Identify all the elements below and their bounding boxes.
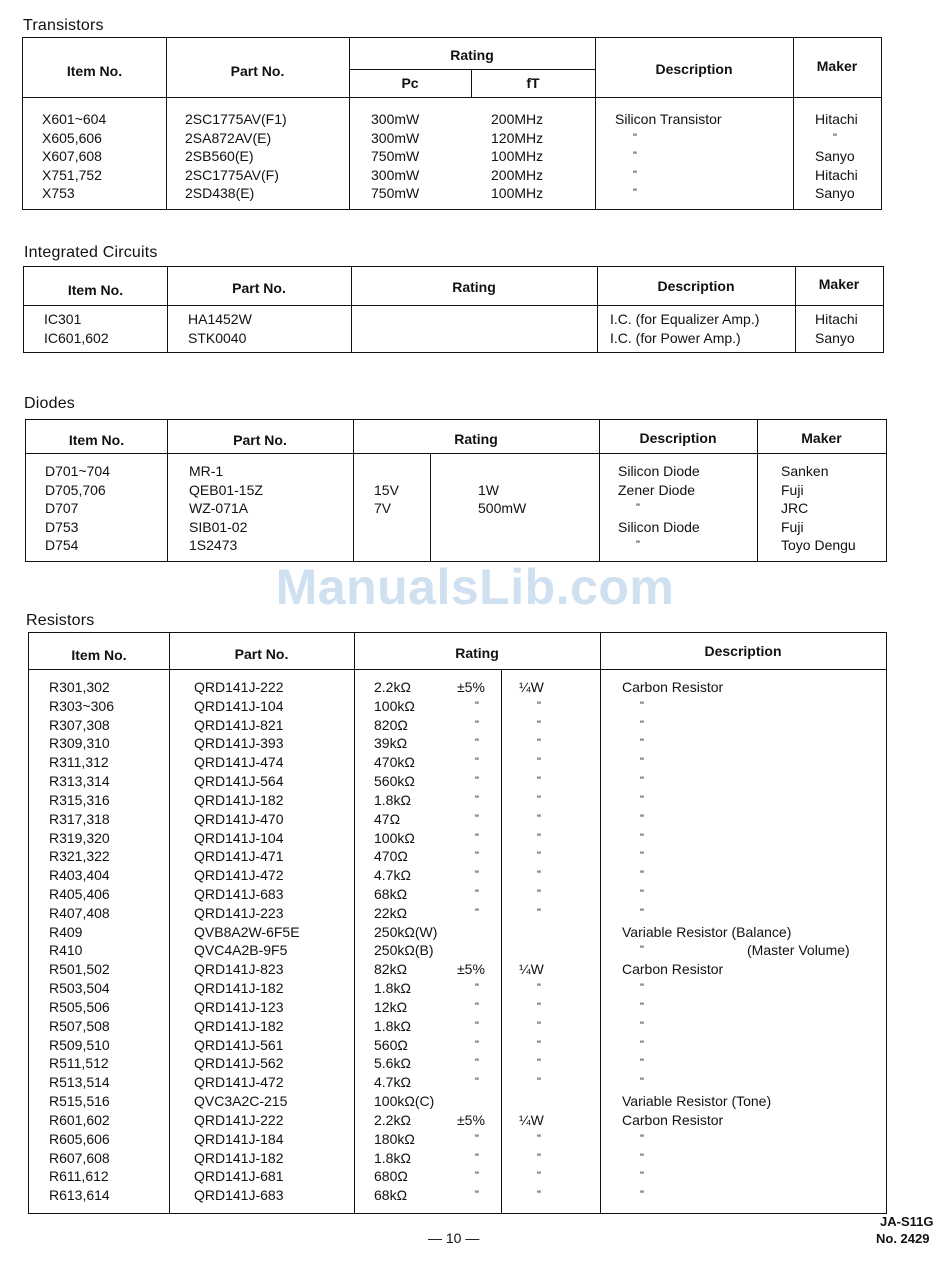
cell-value: 2.2kΩ <box>374 679 411 695</box>
cell-part-no: QRD141J-561 <box>194 1036 284 1053</box>
header-item-no: Item No. <box>68 432 125 448</box>
cell-description: " <box>640 812 644 825</box>
cell-wattage: " <box>537 812 541 825</box>
cell-tolerance: " <box>475 737 479 750</box>
cell-part-no: QRD141J-182 <box>194 980 284 997</box>
header-pc: Pc <box>401 75 419 91</box>
cell-item-no: R303~306 <box>49 697 115 714</box>
cell-part-no: QRD141J-222 <box>194 1111 284 1128</box>
cell-part-no: QRD141J-471 <box>194 848 284 865</box>
cell-item-no: R317,318 <box>49 810 110 827</box>
cell-item-no: R307,308 <box>49 716 110 733</box>
cell-description: Variable Resistor (Tone) <box>622 1093 772 1110</box>
cell-description: Carbon Resistor <box>622 679 724 695</box>
resistors-title: Resistors <box>26 612 95 629</box>
cell-value: 68kΩ <box>374 886 408 903</box>
header-rating: Rating <box>455 645 499 661</box>
cell-description: " <box>640 1151 644 1164</box>
cell-part-no: 2SC1775AV(F1) <box>185 111 287 127</box>
cell-description: " <box>640 850 644 863</box>
cell-pc: 300mW <box>371 111 420 127</box>
cell-description: " <box>633 131 637 144</box>
cell-wattage: ¼W <box>519 1111 544 1128</box>
cell-item-no: X605,606 <box>42 129 102 146</box>
cell-part-no: QRD141J-223 <box>194 904 284 921</box>
cell-wattage: " <box>537 718 541 731</box>
cell-value: 1.8kΩ <box>374 791 411 808</box>
cell-item-no: R503,504 <box>49 980 110 997</box>
cell-description: Silicon Diode <box>618 463 700 479</box>
cell-wattage: " <box>537 1132 541 1145</box>
cell-part-no: 2SA872AV(E) <box>185 129 272 146</box>
cell-part-no: 2SD438(E) <box>185 185 255 202</box>
resistors-table <box>28 632 887 1214</box>
cell-description-extra: (Master Volume) <box>747 942 850 959</box>
cell-description: I.C. (for Equalizer Amp.) <box>610 311 760 327</box>
cell-part-no: QRD141J-472 <box>194 867 284 884</box>
cell-tolerance: " <box>475 869 479 882</box>
cell-description: Carbon Resistor <box>622 961 724 978</box>
cell-value: 12kΩ <box>374 998 408 1015</box>
cell-description: Zener Diode <box>618 481 696 498</box>
cell-value: 100kΩ <box>374 829 415 846</box>
cell-pc: 300mW <box>371 166 420 183</box>
cell-description: " <box>640 869 644 882</box>
cell-description: " <box>640 982 644 995</box>
cell-item-no: R319,320 <box>49 829 110 846</box>
cell-item-no: X601~604 <box>42 111 107 127</box>
cell-power: 1W <box>478 481 499 498</box>
header-description: Description <box>657 278 735 294</box>
cell-tolerance: " <box>475 1057 479 1070</box>
cell-part-no: QRD141J-104 <box>194 697 284 714</box>
cell-tolerance: " <box>475 850 479 863</box>
cell-item-no: R315,316 <box>49 791 110 808</box>
cell-part-no: QRD141J-472 <box>194 1074 284 1091</box>
cell-item-no: R311,312 <box>49 754 109 771</box>
header-description: Description <box>639 430 717 446</box>
cell-wattage: " <box>537 699 541 712</box>
cell-description: " <box>640 756 644 769</box>
cell-description: " <box>640 906 644 919</box>
cell-tolerance: ±5% <box>457 961 485 978</box>
cell-description: " <box>640 1019 644 1032</box>
cell-description: " <box>640 944 644 957</box>
cell-item-no: R605,606 <box>49 1130 110 1147</box>
cell-wattage: " <box>537 850 541 863</box>
cell-pc: 750mW <box>371 148 420 165</box>
cell-wattage: " <box>537 888 541 901</box>
header-rating: Rating <box>450 47 494 63</box>
cell-pc: 300mW <box>371 129 420 146</box>
cell-item-no: D753 <box>45 518 79 535</box>
cell-tolerance: " <box>475 1076 479 1089</box>
cell-description: " <box>640 1038 644 1051</box>
cell-wattage: " <box>537 1076 541 1089</box>
cell-part-no: QRD141J-474 <box>194 754 284 771</box>
page-number: — 10 — <box>428 1230 480 1246</box>
cell-tolerance: " <box>475 1000 479 1013</box>
transistors-title: Transistors <box>23 17 104 34</box>
cell-description: " <box>640 699 644 712</box>
cell-maker: Sanyo <box>815 330 855 346</box>
cell-description: " <box>640 737 644 750</box>
cell-tolerance: " <box>475 775 479 788</box>
ics-table <box>23 266 884 353</box>
watermark: ManualsLib.com <box>275 559 675 615</box>
cell-maker: Hitachi <box>815 166 858 183</box>
cell-item-no: IC301 <box>44 311 82 327</box>
cell-tolerance: " <box>475 812 479 825</box>
cell-tolerance: " <box>475 906 479 919</box>
cell-tolerance: " <box>475 982 479 995</box>
cell-item-no: D754 <box>45 537 79 554</box>
cell-power: 500mW <box>478 500 527 517</box>
cell-part-no: QRD141J-821 <box>194 716 284 733</box>
cell-part-no: QRD141J-182 <box>194 791 284 808</box>
cell-tolerance: " <box>475 1189 479 1202</box>
cell-value: 560kΩ <box>374 773 415 790</box>
cell-wattage: ¼W <box>519 679 544 695</box>
cell-item-no: R321,322 <box>49 848 110 865</box>
cell-item-no: R613,614 <box>49 1187 110 1204</box>
cell-wattage: " <box>537 982 541 995</box>
cell-description: " <box>640 1170 644 1183</box>
cell-part-no: QRD141J-222 <box>194 679 284 695</box>
cell-part-no: QRD141J-683 <box>194 1187 284 1204</box>
cell-description: " <box>633 168 637 181</box>
header-item-no: Item No. <box>67 282 124 298</box>
ics-title: Integrated Circuits <box>24 244 158 261</box>
header-maker: Maker <box>801 430 842 446</box>
cell-value: 5.6kΩ <box>374 1055 411 1072</box>
cell-item-no: R507,508 <box>49 1017 110 1034</box>
cell-wattage: " <box>537 1189 541 1202</box>
cell-item-no: R509,510 <box>49 1036 110 1053</box>
cell-part-no: QRD141J-823 <box>194 961 284 978</box>
cell-tolerance: " <box>475 699 479 712</box>
cell-item-no: R409 <box>49 923 83 940</box>
cell-part-no: QRD141J-123 <box>194 998 284 1015</box>
cell-item-no: R410 <box>49 942 83 959</box>
cell-item-no: R515,516 <box>49 1093 110 1110</box>
cell-wattage: " <box>537 737 541 750</box>
cell-part-no: 2SB560(E) <box>185 148 254 165</box>
cell-maker: Sanken <box>781 463 829 479</box>
cell-item-no: R601,602 <box>49 1111 110 1128</box>
cell-tolerance: " <box>475 1170 479 1183</box>
diodes-title: Diodes <box>24 395 76 412</box>
cell-description: Variable Resistor (Balance) <box>622 923 792 940</box>
cell-description: " <box>640 831 644 844</box>
cell-value: 820Ω <box>374 716 408 733</box>
cell-part-no: QRD141J-470 <box>194 810 284 827</box>
cell-description: " <box>640 1000 644 1013</box>
cell-wattage: " <box>537 1057 541 1070</box>
cell-part-no: QRD141J-182 <box>194 1149 284 1166</box>
header-item-no: Item No. <box>66 63 123 79</box>
cell-tolerance: " <box>475 1038 479 1051</box>
cell-wattage: " <box>537 1019 541 1032</box>
cell-part-no: QRD141J-681 <box>194 1168 284 1185</box>
cell-maker: Toyo Dengu <box>781 537 856 554</box>
cell-description: " <box>636 539 640 552</box>
cell-tolerance: " <box>475 718 479 731</box>
cell-maker: Hitachi <box>815 311 858 327</box>
cell-wattage: " <box>537 1170 541 1183</box>
cell-description: Silicon Transistor <box>615 111 722 127</box>
cell-item-no: R513,514 <box>49 1074 110 1091</box>
cell-value: 180kΩ <box>374 1130 415 1147</box>
header-part-no: Part No. <box>232 280 286 296</box>
cell-item-no: D707 <box>45 500 79 517</box>
cell-value: 250kΩ(W) <box>374 923 438 940</box>
cell-description: I.C. (for Power Amp.) <box>610 330 741 346</box>
cell-description: " <box>636 502 640 515</box>
header-description: Description <box>655 61 733 77</box>
cell-value: 22kΩ <box>374 904 408 921</box>
cell-item-no: R405,406 <box>49 886 110 903</box>
cell-ft: 200MHz <box>491 111 544 127</box>
cell-tolerance: " <box>475 793 479 806</box>
cell-value: 82kΩ <box>374 961 408 978</box>
cell-wattage: " <box>537 1000 541 1013</box>
cell-value: 1.8kΩ <box>374 1017 411 1034</box>
cell-part-no: MR-1 <box>189 463 224 479</box>
cell-part-no: QEB01-15Z <box>189 481 263 498</box>
diodes-table <box>25 419 887 562</box>
cell-item-no: R611,612 <box>49 1168 109 1185</box>
header-part-no: Part No. <box>233 432 287 448</box>
header-part-no: Part No. <box>230 63 285 79</box>
cell-item-no: R511,512 <box>49 1055 109 1072</box>
cell-description: " <box>640 718 644 731</box>
cell-tolerance: " <box>475 1132 479 1145</box>
cell-value: 47Ω <box>374 810 401 827</box>
cell-part-no: WZ-071A <box>189 500 249 517</box>
cell-value: 1.8kΩ <box>374 980 411 997</box>
model-number: JA-S11G <box>880 1214 934 1229</box>
cell-item-no: R301,302 <box>49 679 110 695</box>
cell-ft: 100MHz <box>491 148 544 165</box>
header-item-no: Item No. <box>71 647 127 663</box>
cell-tolerance: " <box>475 888 479 901</box>
cell-value: 68kΩ <box>374 1187 408 1204</box>
cell-value: 470kΩ <box>374 754 415 771</box>
cell-description: Carbon Resistor <box>622 1111 724 1128</box>
cell-tolerance: " <box>475 1151 479 1164</box>
cell-voltage: 15V <box>374 481 399 498</box>
cell-part-no: QVC3A2C-215 <box>194 1093 288 1110</box>
cell-description: " <box>640 1057 644 1070</box>
cell-wattage: " <box>537 775 541 788</box>
cell-part-no: 1S2473 <box>189 537 238 554</box>
header-maker: Maker <box>818 276 860 292</box>
cell-wattage: " <box>537 869 541 882</box>
cell-tolerance: " <box>475 756 479 769</box>
header-description: Description <box>704 643 782 659</box>
cell-value: 100kΩ <box>374 697 415 714</box>
header-rating: Rating <box>452 279 496 295</box>
cell-value: 39kΩ <box>374 735 408 752</box>
cell-item-no: X751,752 <box>42 166 102 183</box>
cell-wattage: " <box>537 1151 541 1164</box>
cell-maker: Sanyo <box>815 185 855 202</box>
cell-wattage: " <box>537 831 541 844</box>
cell-description: " <box>640 1076 644 1089</box>
cell-value: 4.7kΩ <box>374 1074 411 1091</box>
cell-ft: 200MHz <box>491 166 544 183</box>
cell-part-no: QVB8A2W-6F5E <box>194 923 300 940</box>
cell-part-no: SIB01-02 <box>189 518 248 535</box>
cell-wattage: ¼W <box>519 961 544 978</box>
cell-item-no: D701~704 <box>45 463 111 479</box>
cell-value: 1.8kΩ <box>374 1149 411 1166</box>
cell-value: 250kΩ(B) <box>374 942 434 959</box>
cell-maker: Fuji <box>781 518 804 535</box>
cell-description: " <box>640 775 644 788</box>
cell-value: 560Ω <box>374 1036 408 1053</box>
header-rating: Rating <box>454 431 498 447</box>
document-number: No. 2429 <box>876 1231 930 1246</box>
cell-maker: Hitachi <box>815 111 858 127</box>
cell-value: 100kΩ(C) <box>374 1093 435 1110</box>
cell-item-no: R505,506 <box>49 998 110 1015</box>
cell-item-no: R309,310 <box>49 735 110 752</box>
cell-part-no: HA1452W <box>188 311 252 327</box>
cell-item-no: R403,404 <box>49 867 110 884</box>
cell-part-no: QRD141J-562 <box>194 1055 284 1072</box>
cell-part-no: QRD141J-184 <box>194 1130 284 1147</box>
cell-item-no: R501,502 <box>49 961 110 978</box>
header-ft: fT <box>526 75 540 91</box>
cell-description: Silicon Diode <box>618 518 700 535</box>
cell-value: 470Ω <box>374 848 408 865</box>
cell-item-no: R313,314 <box>49 773 110 790</box>
cell-tolerance: " <box>475 831 479 844</box>
header-part-no: Part No. <box>234 646 289 662</box>
cell-item-no: IC601,602 <box>44 330 109 346</box>
cell-item-no: X753 <box>42 185 75 202</box>
cell-description: " <box>640 888 644 901</box>
cell-description: " <box>633 150 637 163</box>
cell-item-no: R607,608 <box>49 1149 110 1166</box>
cell-part-no: QRD141J-393 <box>194 735 284 752</box>
cell-part-no: QRD141J-564 <box>194 773 284 790</box>
cell-maker: Fuji <box>781 481 804 498</box>
cell-part-no: QRD141J-104 <box>194 829 284 846</box>
cell-value: 680Ω <box>374 1168 408 1185</box>
cell-item-no: D705,706 <box>45 481 106 498</box>
cell-wattage: " <box>537 793 541 806</box>
cell-wattage: " <box>537 906 541 919</box>
cell-part-no: QVC4A2B-9F5 <box>194 942 288 959</box>
cell-voltage: 7V <box>374 500 392 517</box>
cell-tolerance: " <box>475 1019 479 1032</box>
header-maker: Maker <box>816 58 858 74</box>
cell-part-no: QRD141J-683 <box>194 886 284 903</box>
cell-item-no: X607,608 <box>42 148 102 165</box>
cell-pc: 750mW <box>371 185 420 202</box>
cell-description: " <box>640 793 644 806</box>
cell-maker: Sanyo <box>815 148 855 165</box>
transistors-table <box>22 37 882 210</box>
cell-part-no: STK0040 <box>188 330 247 346</box>
cell-maker: " <box>833 131 837 144</box>
cell-maker: JRC <box>781 500 809 517</box>
cell-tolerance: ±5% <box>457 679 485 695</box>
cell-part-no: QRD141J-182 <box>194 1017 284 1034</box>
cell-ft: 120MHz <box>491 129 544 146</box>
cell-value: 4.7kΩ <box>374 867 411 884</box>
cell-description: " <box>640 1189 644 1202</box>
cell-tolerance: ±5% <box>457 1111 485 1128</box>
cell-wattage: " <box>537 1038 541 1051</box>
cell-value: 2.2kΩ <box>374 1111 411 1128</box>
cell-part-no: 2SC1775AV(F) <box>185 166 279 183</box>
cell-item-no: R407,408 <box>49 904 110 921</box>
cell-description: " <box>633 187 637 200</box>
cell-ft: 100MHz <box>491 185 544 202</box>
cell-wattage: " <box>537 756 541 769</box>
cell-description: " <box>640 1132 644 1145</box>
